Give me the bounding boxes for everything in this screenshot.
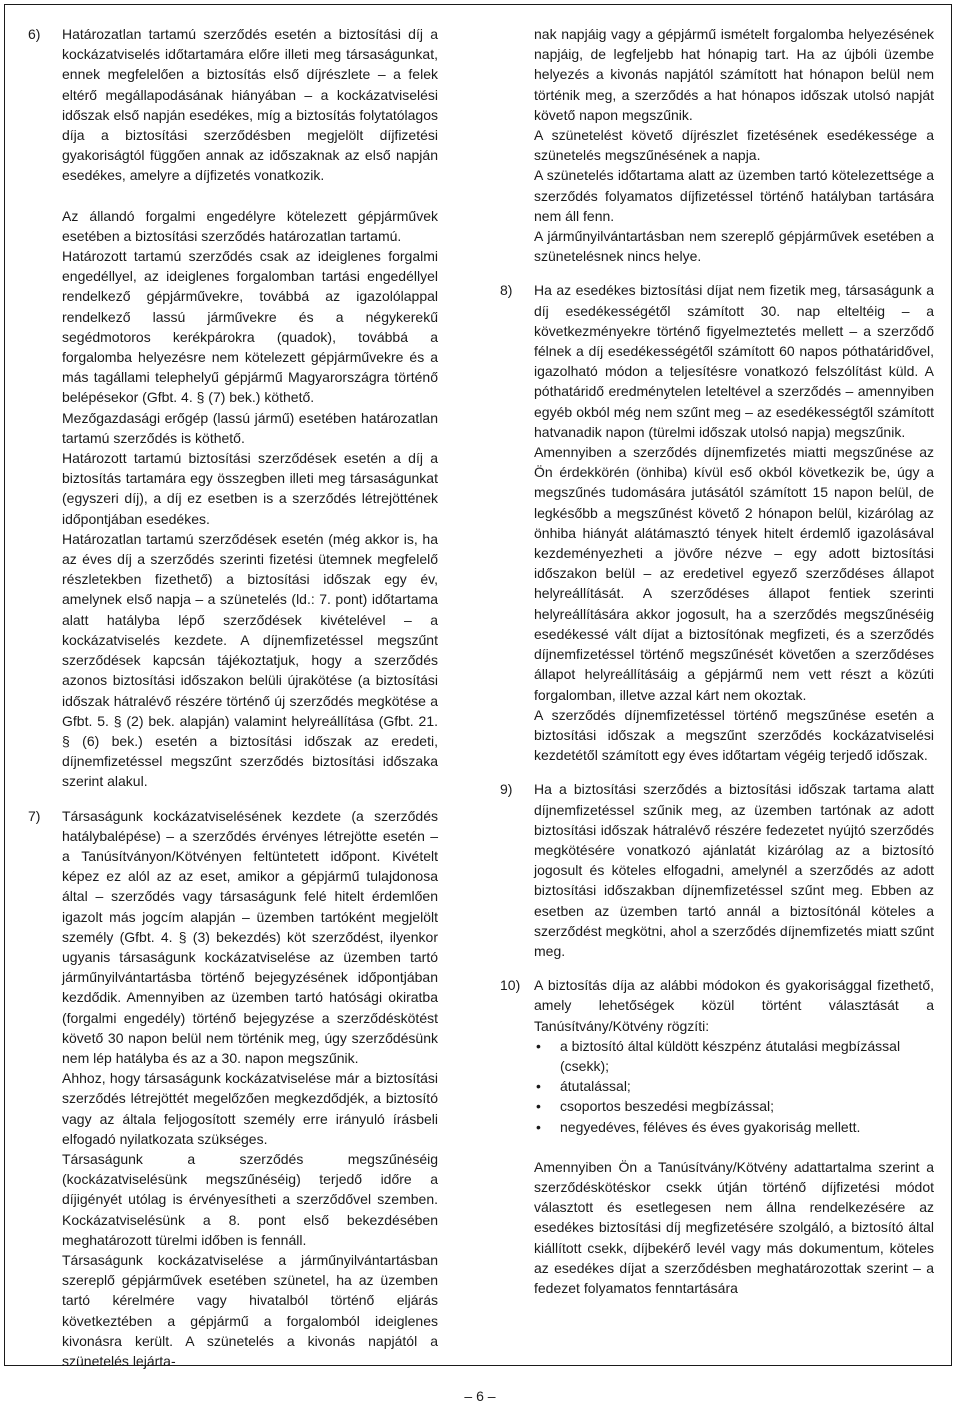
list-item: • negyedéves, féléves és éves gyakoriság mellett. xyxy=(534,1117,934,1137)
paragraph: Határozatlan tartamú szerződés esetén a biztosítási díj a kockázatviselés időtartamára előre illeti meg társaságunkat, ennek megfelelően a biztosítás első díjrészlete – a felek eltérő megállapodásának hiányában – a kockázatviselési időszak első napján esedékes, míg a biztosítás folytatólagos díja a biztosítási szerződésben megjelölt díjfizetési gyakoriságtól függően annak az időszaknak az első napján esedékes, amelyre a díjfizetés vonatkozik. xyxy=(62,26,438,184)
section-7 xyxy=(28,806,438,1372)
paragraph: Határozott tartamú szerződés csak az ideiglenes forgalmi engedéllyel, az ideiglenes forgalomban tartási engedéllyel rendelkező gépjárművekre, továbbá az igazolólappal rendelkező lassú járművekre és a négykerekű segédmotoros kerékpárokra (quadok), továbbá a forgalomba helyezésre nem kötelezett gépjárművekre és a más tagállami telephelyű gépjármű Magyarországra történő belépésekor (Gfbt. 4. § (7) bek.) köthető. xyxy=(62,248,438,406)
paragraph: A szünetelés időtartama alatt az üzemben tartó kötelezettsége a szerződés folyamatos díjfizetéssel történő hatályban tartására nem áll fenn. xyxy=(534,167,934,224)
paragraph: Ha az esedékes biztosítási díjat nem fizetik meg, társaságunk a díj esedékességétől számított 30. nap elteltéig – a következményekre történő figyelmeztetés mellett – a szerződő félnek a díj esedékességétől számított 60 napos póthatáridővel, igazolható módon a teljesítésre vonatkozó felszólítást küld. A póthatáridő eredménytelen leteltével a szerződés – amennyiben egyéb okból még nem szűnt meg – az esedékességtől számított hatvanadik napon (türelmi időszak utolsó napja) megszűnik. xyxy=(534,282,934,440)
paragraph: Amennyiben Ön a Tanúsítvány/Kötvény adattartalma szerint a szerződéskötéskor csekk útján történő díjfizetési módot választott és esetlegesen nem állna rendelkezésére az esedékes biztosítási díj megfizetésére szolgáló, a biztosító által kiállított csekk, díjbekérő levél vagy más dokumentum, köteles az esedékes díjat a szerződésben meghatározottak szerint – a fedezet folyamatos fenntartására xyxy=(534,1158,934,1296)
payment-methods-list xyxy=(534,1036,934,1137)
section-number: 6) xyxy=(28,26,41,42)
paragraph: Társaságunk a szerződés megszűnéséig (kockázatviselésünk megszűnéséig) terjedő időre a díjigényét utólag is érvényesítheti a szerződővel szemben. Kockázatviselésünk a 8. pont első bekezdésében meghatározott türelmi időben is fennáll. xyxy=(62,1150,438,1248)
paragraph: A szerződés díjnemfizetéssel történő megszűnése esetén a biztosítási időszak a megszűnt szerződés kockázatviselési kezdetétől számított egy éves időtartam végéig terjedő időszak. xyxy=(534,706,934,764)
section-number: 7) xyxy=(28,807,41,824)
section-number: 8) xyxy=(500,282,513,299)
section-6 xyxy=(28,24,438,792)
list-item: • a biztosító által küldött készpénz átutalási megbízással (csekk); xyxy=(534,1036,934,1076)
paragraph: Az állandó forgalmi engedélyre kötelezett gépjárművek esetében a biztosítási szerződés határozatlan tartamú. xyxy=(62,207,438,244)
paragraph: Ahhoz, hogy társaságunk kockázatviselése már a biztosítási szerződés létrejöttét megelőzően megkezdődjék, a biztosító vagy az általa feljogosított személy erre irányuló írásbeli elfogadó nyilatkozata szükséges. xyxy=(62,1070,438,1147)
list-item: • csoportos beszedési megbízással; xyxy=(534,1096,934,1116)
paragraph: Határozatlan tartamú szerződések esetén (még akkor is, ha az éves díj a szerződés szerinti fizetési ütemnek megfelelő részletekben fizethető) a biztosítási időszak egy év, amelynek első napja – a szünetelés (ld.: 7. pont) időtartama alatt hatályba lépő szerződések kivételével – a kockázatviselés kezdete. A díjnemfizetéssel megszűnt szerződések kapcsán tájékoztatjuk, hogy a szerződés azonos biztosítási időszakon belüli újrakötése (a biztosítási időszak hátralévő részére történő új szerződés megkötése a Gfbt. 5. § (2) bek. alapján) valamint helyreállítása (Gfbt. 21. § (6) bek.) esetén a biztosítási időszak az eredeti, díjnemfizetéssel megszűnt szerződés biztosítási időszaka szerint alakul. xyxy=(62,530,438,790)
paragraph: A járműnyilvántartásban nem szereplő gépjárművek esetében a szünetelésnek nincs helye. xyxy=(534,228,934,265)
paragraph: A biztosítás díja az alábbi módokon és gyakorisággal fizethető, amely lehetőségek közül történt választását a Tanúsítvány/Kötvény rögzíti: xyxy=(534,977,934,1034)
left-column xyxy=(28,24,438,1371)
section-9 xyxy=(500,779,934,961)
paragraph: Mezőgazdasági erőgép (lassú jármű) esetében határozatlan tartamú szerződés is köthető. xyxy=(62,409,438,446)
right-column xyxy=(500,24,934,1298)
page-number: – 6 – xyxy=(464,1388,496,1404)
paragraph: Ha a biztosítási szerződés a biztosítási időszak tartama alatt díjnemfizetéssel szűnik meg, az üzemben tartónak az adott biztosítási időszak hátralévő részére fedezetet nyújtó szerződés megkötésére vonatkozó ajánlatát kizárólag az a biztosító jogosult és köteles elfogadni, amelynél a szerződés az adott biztosítási időszakban díjnemfizetéssel szűnt meg. Ebben az esetben az üzemben tartó annál a biztosítónál köteles a szerződést megkötni, ahol a szerződés díjnemfizetés miatt szűnt meg. xyxy=(534,781,934,959)
paragraph: A szünetelést követő díjrészlet fizetésének esedékessége a szünetelés megszűnésének a napja. xyxy=(534,127,934,164)
section-10 xyxy=(500,975,934,1298)
paragraph: Amennyiben a szerződés díjnemfizetés miatti megszűnése az Ön érdekkörén (önhiba) kívül eső okból következik be, úgy a megszűnés tudomására jutásától számított 15 napon belül, de legkésőbb a megszűnést követő 2 hónapon belül, kizárólag az önhiba hiányát alátámasztó tények hitelt érdemlő igazolásával kezdeményezheti a jövőre nézve – egy adott biztosítási időszakon belül – az eredetivel egyező szerződéses állapot helyreállítását. A szerződéses állapot fentiek szerinti helyreállítására akkor jogosult, ha a szerződés megszűnéséig esedékessé vált díjat a biztosítónak megfizeti, és a szerződés díjnemfizetéssel történő megszűnését követően a szerződéses állapot helyreállításáig a gépjármű nem vett részt a közúti forgalomban, illetve azzal kárt nem okoztak. xyxy=(534,444,934,703)
paragraph: nak napjáig vagy a gépjármű ismételt forgalomba helyezésének napjáig, de legfeljebb hat hónapig tart. Ha az újbóli üzembe helyezés a kivonás napjától számított hat hónapon belül nem történik meg, a szerződés a hat hónapos időszak utolsó napját követő napon megszűnik. xyxy=(534,26,934,123)
section-7-continued xyxy=(500,24,934,266)
paragraph: Társaságunk kockázatviselése a járműnyilvántartásban szereplő gépjárművek esetében szünetel, ha az üzemben tartó kérelmére vagy hivatalból történő eljárás következtében a gépjármű a forgalomból ideiglenes kivonásra került. A szünetelés a kivonás napjától a szünetelés lejárta- xyxy=(62,1251,438,1369)
section-number: 10) xyxy=(500,977,521,994)
list-item: • átutalással; xyxy=(534,1076,934,1096)
section-8 xyxy=(500,280,934,765)
paragraph: Társaságunk kockázatviselésének kezdete (a szerződés hatálybalépése) – a szerződés érvényes létrejötte esetén – a Tanúsítványon/Kötvényen feltüntetett időpont. Kivételt képez ez alól az az eset, amikor a gépjármű tulajdonosa által – szerződés vagy társaságunk felé hitelt érdemlően igazolt más jogcím alapján – üzemben tartóként megjelölt személy (Gfbt. 4. § (3) bekezdés) köt szerződést, ilyenkor ugyanis társaságunk kockázatviselése az üzemben tartó járműnyilvántartásba történő bejegyzésének időpontjában kezdődik. Amennyiben az üzemben tartó hatósági okiratba (forgalmi engedély) történő bejegyzése a szerződéskötést követő 30 napon belül nem történik meg, úgy szerződésünk nem lép hatályba és az a 30. napon megszűnik. xyxy=(62,807,438,1066)
section-number: 9) xyxy=(500,781,513,798)
paragraph: Határozott tartamú biztosítási szerződések esetén a díj a biztosítás tartamára egy összegben illeti meg társaságunkat (egyszeri díj), a díj ez esetben is a szerződés létrejöttének időpontjában esedékes. xyxy=(62,450,438,527)
